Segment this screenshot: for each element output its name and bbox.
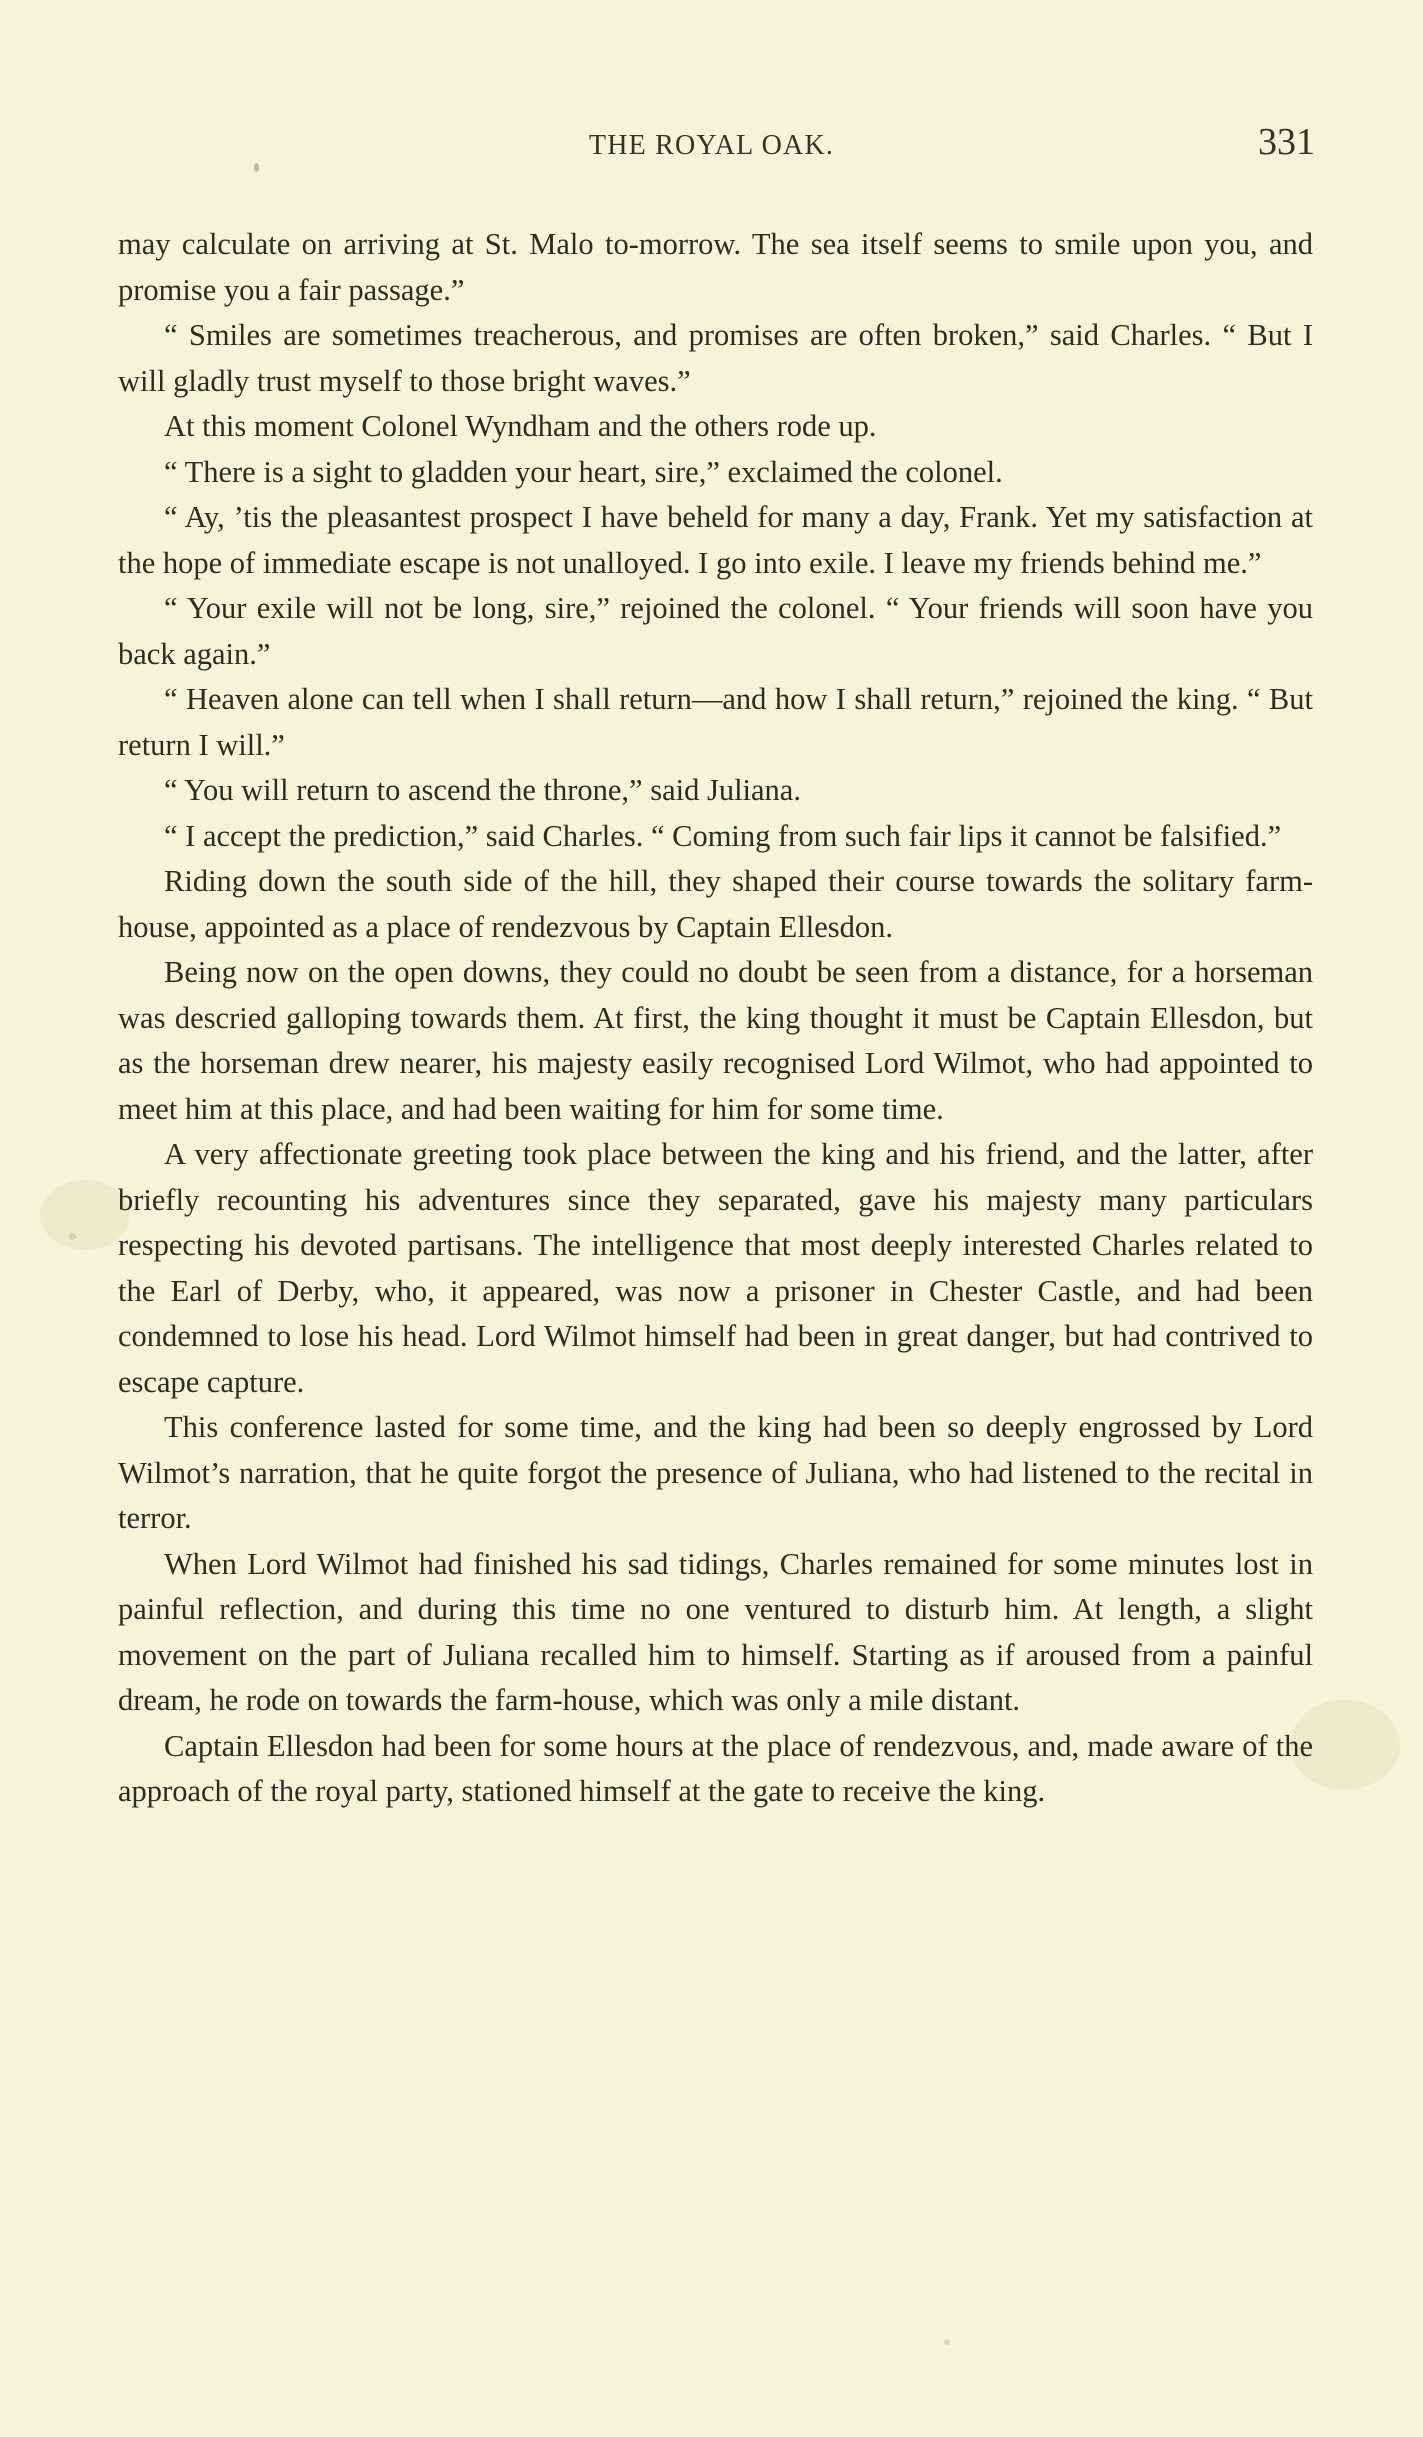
body-paragraph: “ Ay, ’tis the pleasantest prospect I have beheld for many a day, Frank. Yet my satisfaction at the hope of immediate escape is not unalloyed. I go into exile. I leave my friends behind me.”	[118, 500, 1313, 580]
body-paragraph: “ You will return to ascend the throne,” said Juliana.	[164, 773, 801, 807]
body-paragraph: Being now on the open downs, they could no doubt be seen from a distance, for a horseman was descried galloping towards them. At first, the king thought it must be Captain Ellesdon, but as the horseman drew nearer, his majesty easily recognised Lord Wilmot, who had appointed to meet him at this place, and had been waiting for him for some time.	[118, 955, 1313, 1126]
body-paragraph: may calculate on arriving at St. Malo to-morrow. The sea itself seems to smile upon you, and promise you a fair passage.”	[118, 227, 1313, 307]
body-paragraph: “ I accept the prediction,” said Charles. “ Coming from such fair lips it cannot be falsified.”	[164, 818, 1282, 853]
body-paragraph: “ Smiles are sometimes treacherous, and promises are often broken,” said Charles. “ But I will gladly trust myself to those bright waves.”	[118, 318, 1313, 398]
body-paragraph: At this moment Colonel Wyndham and the others rode up.	[164, 409, 877, 443]
body-paragraph: “ There is a sight to gladden your heart, sire,” exclaimed the colonel.	[164, 454, 1003, 489]
page-header	[0, 121, 1423, 180]
paper-speck	[944, 2339, 950, 2345]
body-paragraph: A very affectionate greeting took place between the king and his friend, and the latter, after briefly recounting his adventures since they separated, gave his majesty many particulars respecting his devoted partisans. The intelligence that most deeply interested Charles related to the Earl of Derby, who, it appeared, was now a prisoner in Chester Castle, and had been condemned to lose his head. Lord Wilmot himself had been in great danger, but had contrived to escape capture.	[118, 1137, 1313, 1399]
body-paragraph: Riding down the south side of the hill, they shaped their course towards the solitary farm-house, appointed as a place of rendezvous by Captain Ellesdon.	[118, 864, 1313, 944]
paper-blotch	[40, 1180, 130, 1250]
body-paragraph: When Lord Wilmot had finished his sad tidings, Charles remained for some minutes lost in painful reflection, and during this time no one ventured to disturb him. At length, a slight movement on the part of Juliana recalled him to himself. Starting as if aroused from a painful dream, he rode on towards the farm-house, which was only a mile distant.	[118, 1546, 1313, 1717]
body-paragraph: This conference lasted for some time, and the king had been so deeply engrossed by Lord Wilmot’s narration, that he quite forgot the presence of Juliana, who had listened to the recital in terror.	[118, 1410, 1313, 1535]
paper-speck	[69, 1233, 76, 1240]
body-paragraph: “ Your exile will not be long, sire,” rejoined the colonel. “ Your friends will soon have you back again.”	[118, 591, 1313, 671]
page-number: 331	[1258, 121, 1315, 163]
page-body	[118, 222, 1313, 1815]
body-paragraph: Captain Ellesdon had been for some hours at the place of rendezvous, and, made aware of the approach of the royal party, stationed himself at the gate to receive the king.	[118, 1728, 1313, 1808]
running-head: THE ROYAL OAK.	[588, 130, 835, 161]
body-paragraph: “ Heaven alone can tell when I shall return—and how I shall return,” rejoined the king. “ But return I will.”	[118, 682, 1313, 762]
